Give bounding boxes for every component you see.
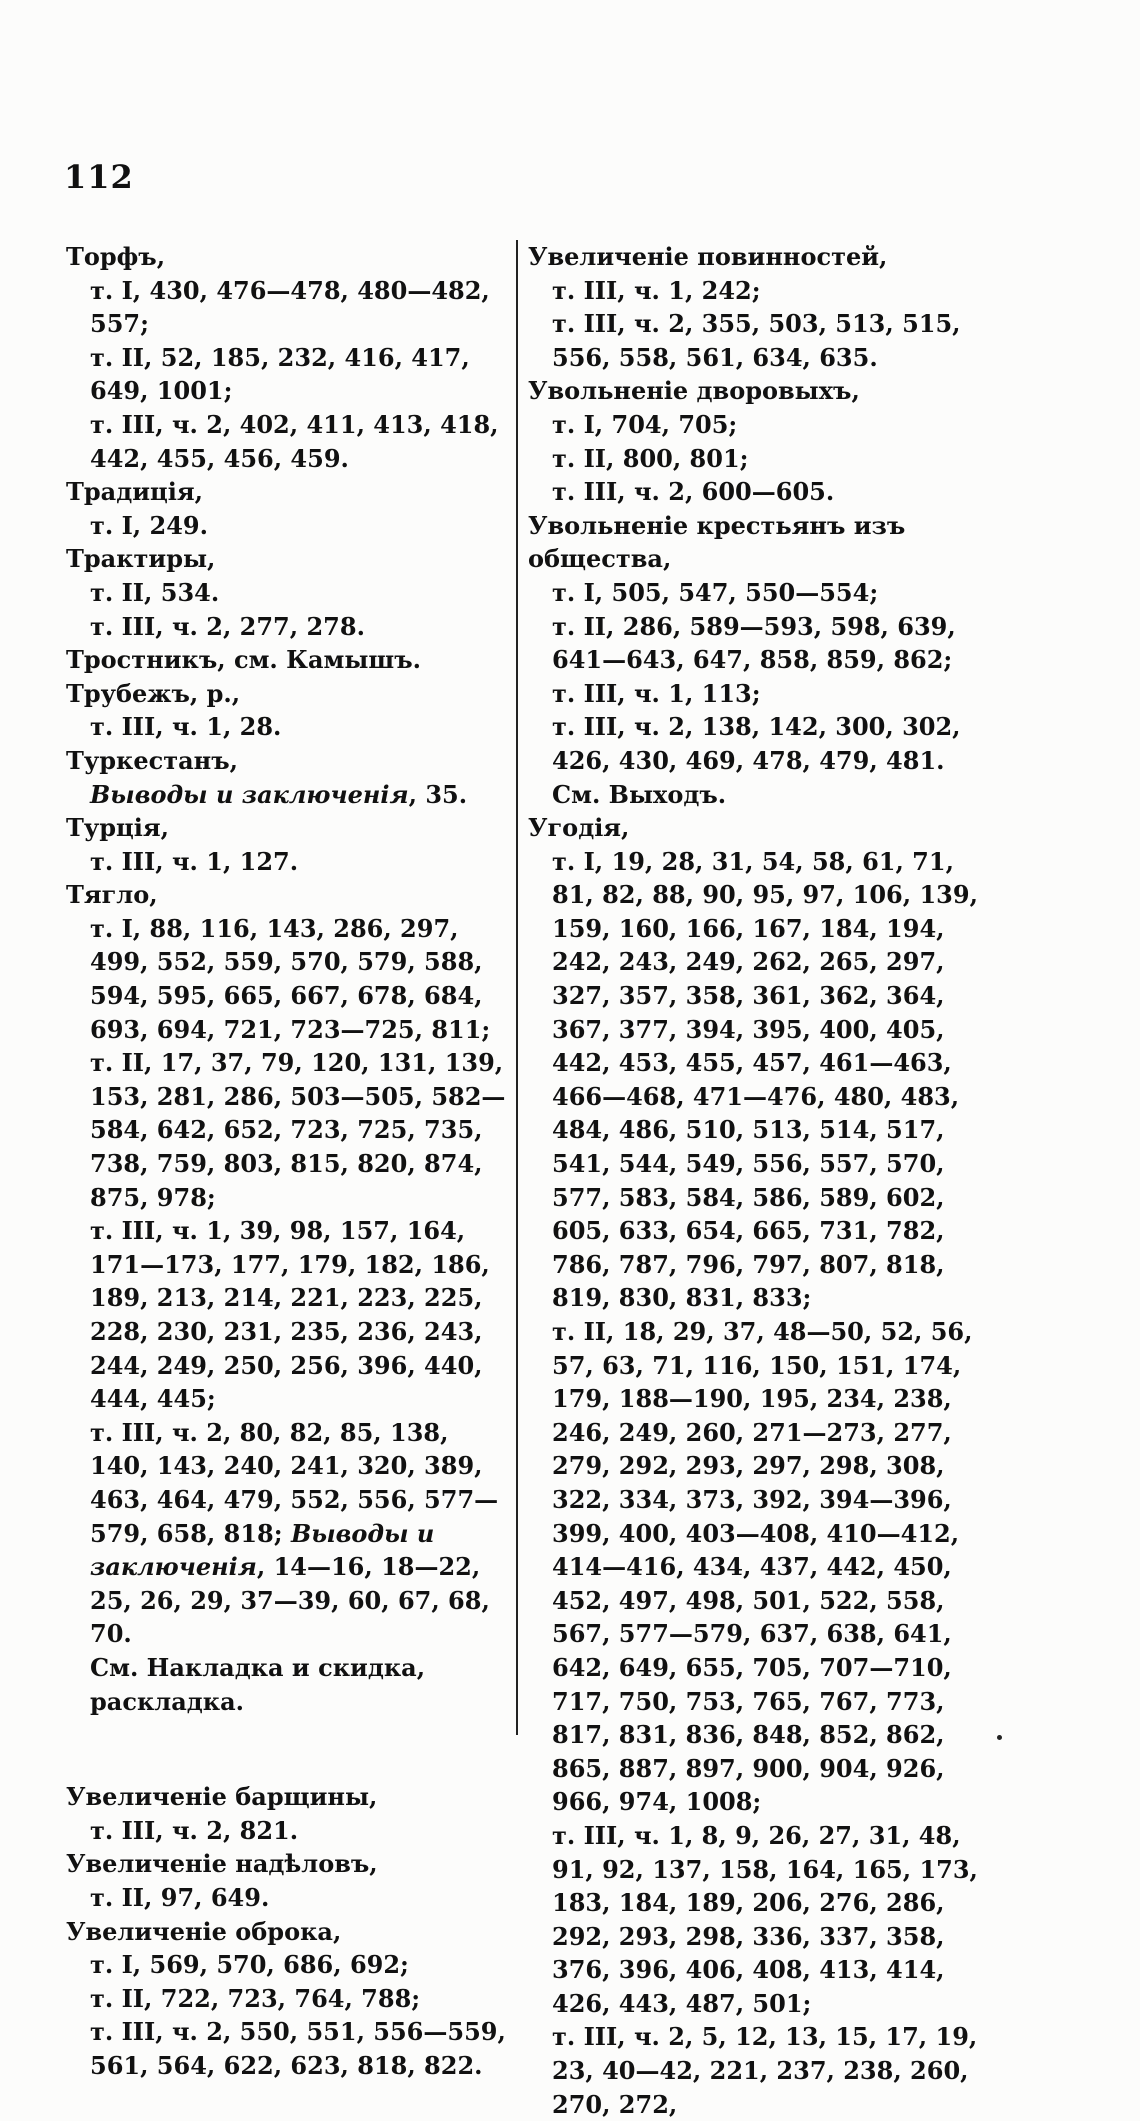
- entry-heading: Тягло,: [66, 880, 158, 910]
- entry-heading: Турція,: [66, 813, 169, 843]
- index-entry-torf: [66, 240, 510, 475]
- entry-ref: т. III, ч. 2, 550, 551, 556—559, 561, 564, 622, 623, 818, 822.: [90, 2017, 506, 2080]
- index-entry-trostnik: [66, 643, 510, 677]
- index-entry-tyaglo: [66, 878, 510, 1718]
- entry-ref: т. II, 800, 801;: [552, 443, 749, 473]
- index-entry-dvorovye: [528, 374, 998, 508]
- entry-ref: т. III, ч. 1, 242;: [552, 275, 761, 305]
- entry-ref: т. III, ч. 1, 39, 98, 157, 164, 171—173, 177, 179, 182, 186, 189, 213, 214, 221, 223, 225, 228, 230, 231, 235, 236, 243, 244, 249, 250, 256, 396, 440, 444, 445;: [90, 1216, 490, 1414]
- entry-ref: т. III, ч. 1, 127.: [90, 846, 299, 876]
- entry-ref: т. II, 17, 37, 79, 120, 131, 139, 153, 281, 286, 503—505, 582—584, 642, 652, 723, 725, 735, 738, 759, 803, 815, 820, 874, 875, 978;: [90, 1048, 506, 1212]
- index-entry-krestyane: [528, 509, 998, 811]
- entry-ref-part: , 14—16, 18—22, 25, 26, 29, 37—39, 60, 67, 68, 70.: [90, 1552, 490, 1649]
- entry-ref: [66, 1416, 510, 1651]
- entry-heading: Увольненіе дворовыхъ,: [528, 376, 860, 406]
- entry-ref: т. I, 430, 476—478, 480—482, 557;: [90, 275, 490, 339]
- entry-ref: т. III, ч. 2, 402, 411, 413, 418, 442, 455, 456, 459.: [90, 409, 499, 473]
- entry-ref: т. II, 52, 185, 232, 416, 417, 649, 1001;: [90, 342, 470, 406]
- entry-ref: т. I, 569, 570, 686, 692;: [90, 1950, 409, 1980]
- entry-heading: Тростникъ, см. Камышъ.: [66, 645, 421, 675]
- index-entry-traktiry: [66, 542, 510, 643]
- index-entry-trubezh: [66, 677, 510, 744]
- entry-see-also: См. Выходъ.: [552, 779, 727, 809]
- entry-ref: т. III, ч. 1, 113;: [552, 678, 761, 708]
- entry-heading: Традиція,: [66, 477, 203, 507]
- entry-heading: Угодія,: [528, 813, 630, 843]
- entry-ref: т. I, 505, 547, 550—554;: [552, 577, 879, 607]
- entry-heading: Туркестанъ,: [66, 745, 238, 775]
- entry-heading: Трактиры,: [66, 544, 216, 574]
- index-entry-traditsia: [66, 475, 510, 542]
- entry-heading: Трубежъ, р.,: [66, 678, 241, 708]
- entry-ref: т. II, 722, 723, 764, 788;: [90, 1983, 421, 2013]
- entry-ref: т. I, 249.: [90, 510, 208, 540]
- entry-ref: т. III, ч. 1, 8, 9, 26, 27, 31, 48, 91, 92, 137, 158, 164, 165, 173, 183, 184, 189, 206, 276, 286, 292, 293, 298, 336, 337, 358, 376, 396, 406, 408, 413, 414, 426, 443, 487, 501;: [552, 1820, 978, 2018]
- entry-ref: т. I, 704, 705;: [552, 409, 738, 439]
- ink-dot: [997, 1735, 1002, 1740]
- entry-ref: т. III, ч. 2, 5, 12, 13, 15, 17, 19, 23, 40—42, 221, 237, 238, 260, 270, 272,: [552, 2022, 978, 2119]
- entry-ref: т. II, 286, 589—593, 598, 639, 641—643, 647, 858, 859, 862;: [552, 611, 956, 675]
- entry-ref-part: т. III, ч. 2, 80, 82, 85, 138, 140, 143, 240, 241, 320, 389, 463, 464, 479, 552, 556, 577—579, 658, 818;: [90, 1417, 499, 1548]
- page-number: 112: [64, 158, 134, 196]
- index-entry-turkestan: [66, 744, 510, 811]
- entry-ref: т. II, 97, 649.: [90, 1882, 270, 1912]
- entry-see-also: См. Накладка и скидка, раскладка.: [90, 1652, 426, 1716]
- entry-ref: т. I, 19, 28, 31, 54, 58, 61, 71, 81, 82, 88, 90, 95, 97, 106, 139, 159, 160, 166, 167, 184, 194, 242, 243, 249, 262, 265, 297, 327, 357, 358, 361, 362, 364, 367, 377, 394, 395, 400, 405, 442, 453, 455, 457, 461—463, 466—468, 471—476, 480, 483, 484, 486, 510, 513, 514, 517, 541, 544, 549, 556, 557, 570, 577, 583, 584, 586, 589, 602, 605, 633, 654, 665, 731, 782, 786, 787, 796, 797, 807, 818, 819, 830, 831, 833;: [552, 846, 978, 1313]
- entry-ref-tail: , 35.: [408, 779, 468, 809]
- entry-ref-italic: Выводы и заключенія: [90, 779, 409, 809]
- entry-ref: [66, 778, 510, 812]
- index-entry-barshchina: [66, 1780, 510, 1847]
- left-column: [66, 240, 510, 2082]
- entry-ref: т. III, ч. 2, 600—605.: [552, 477, 835, 507]
- entry-heading: Увеличеніе оброка,: [66, 1916, 342, 1946]
- entry-ref: т. I, 88, 116, 143, 286, 297, 499, 552, 559, 570, 579, 588, 594, 595, 665, 667, 678, 684, 693, 694, 721, 723—725, 811;: [90, 913, 491, 1044]
- entry-heading: Увеличеніе повинностей,: [528, 242, 888, 271]
- entry-heading: Увольненіе крестьянъ изъ общества,: [528, 510, 906, 574]
- index-entry-nadely: [66, 1847, 510, 1914]
- entry-ref: т. III, ч. 2, 821.: [90, 1815, 299, 1845]
- entry-ref: т. II, 534.: [90, 577, 220, 607]
- entry-heading: Торфъ,: [66, 242, 166, 271]
- spacer: [66, 1718, 510, 1780]
- entry-heading: Увеличеніе надѣловъ,: [66, 1849, 378, 1879]
- entry-ref: т. III, ч. 2, 277, 278.: [90, 611, 365, 641]
- column-divider: [516, 240, 518, 1735]
- index-entry-turtsia: [66, 811, 510, 878]
- entry-ref-italic: Выводы и заключенія: [90, 1518, 435, 1582]
- entry-ref: т. II, 18, 29, 37, 48—50, 52, 56, 57, 63, 71, 116, 150, 151, 174, 179, 188—190, 195, 234, 238, 246, 249, 260, 271—273, 277, 279, 292, 293, 297, 298, 308, 322, 334, 373, 392, 394—396, 399, 400, 403—408, 410—412, 414—416, 434, 437, 442, 450, 452, 497, 498, 501, 522, 558, 567, 577—579, 637, 638, 641, 642, 649, 655, 705, 707—710, 717, 750, 753, 765, 767, 773, 817, 831, 836, 848, 852, 862, 865, 887, 897, 900, 904, 926, 966, 974, 1008;: [552, 1317, 973, 1817]
- index-entry-povinnosti: [528, 240, 998, 374]
- index-entry-obrok: [66, 1915, 510, 2083]
- entry-ref: т. III, ч. 2, 355, 503, 513, 515, 556, 558, 561, 634, 635.: [552, 309, 961, 372]
- entry-heading: Увеличеніе барщины,: [66, 1782, 378, 1812]
- entry-ref: т. III, ч. 2, 138, 142, 300, 302, 426, 430, 469, 478, 479, 481.: [552, 712, 961, 775]
- index-entry-ugodia: [528, 811, 998, 2121]
- right-column: [528, 240, 998, 2121]
- entry-ref: т. III, ч. 1, 28.: [90, 712, 282, 742]
